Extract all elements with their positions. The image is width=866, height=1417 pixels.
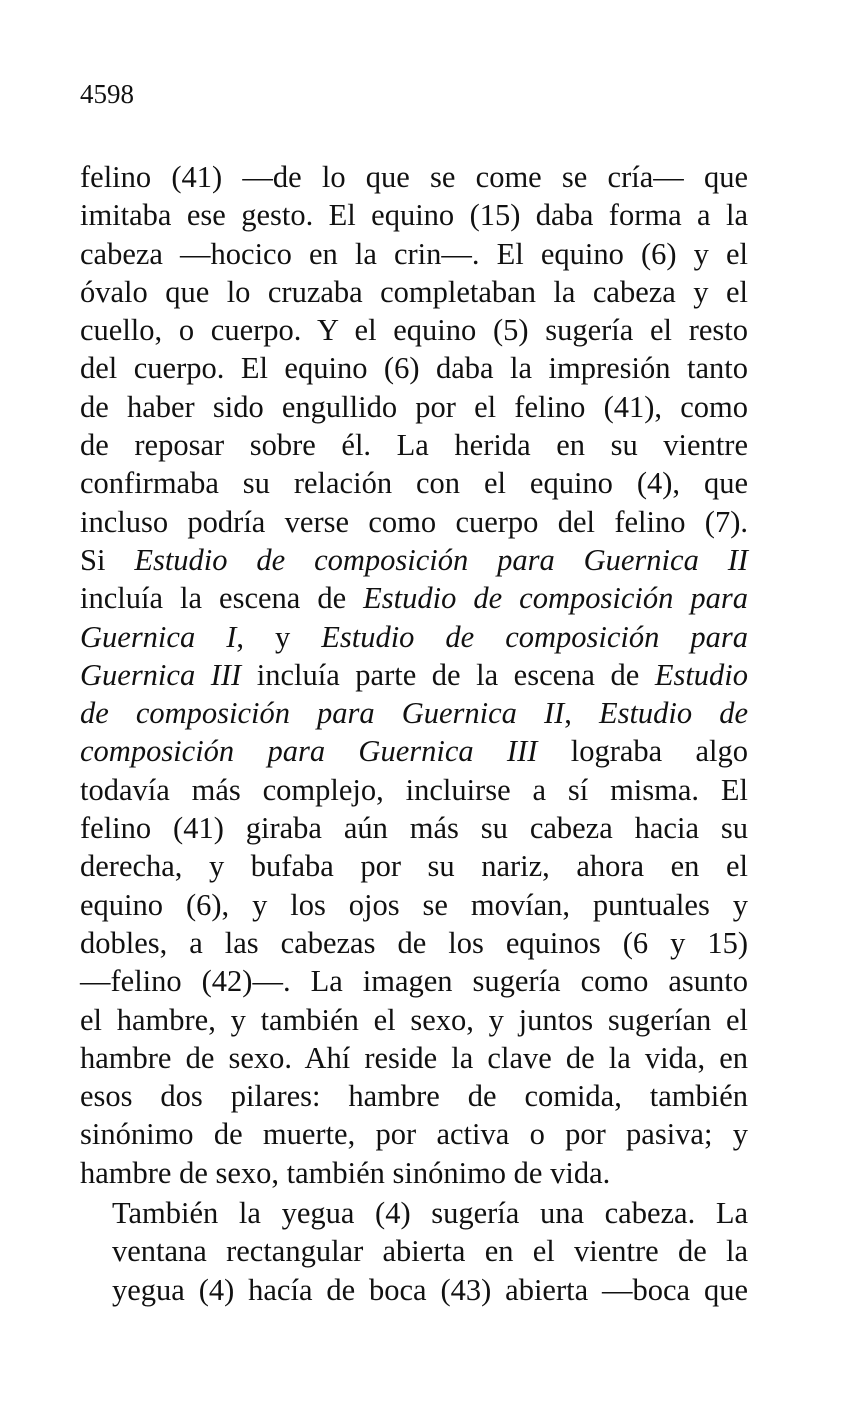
text-line: todavía más complejo, incluirse a sí misma. El [80,772,748,807]
text-line: el hambre, y también el sexo, y juntos sugerían el [80,1002,748,1037]
text-run: , y [236,619,322,654]
text-line: hambre de sexo. Ahí reside la clave de la vida, en [80,1040,748,1075]
text-run: lograba algo [537,734,749,769]
text-line: felino (41) giraba aún más su cabeza hacia su [80,811,748,846]
text-line: incluso podría verse como cuerpo del felino (7). [80,504,748,539]
text-line: de haber sido engullido por el felino (41), como [80,389,748,424]
artwork-title: composición para Guernica III [80,734,538,769]
text-run: incluía la escena de [80,581,364,616]
text-line: confirmaba su relación con el equino (4), que [80,466,748,501]
text-line: —felino (42)—. La imagen sugería como asunto [80,964,748,999]
artwork-title: Guernica III [80,657,242,692]
text-run: , [564,696,599,731]
artwork-title: Guernica I [80,619,237,654]
text-line: derecha, y bufaba por su nariz, ahora en el [80,849,748,884]
artwork-title: Estudio de [598,696,748,731]
text-line: equino (6), y los ojos se movían, puntuales y [80,887,748,922]
text-line: imitaba ese gesto. El equino (15) daba forma a la [80,198,748,233]
body-text [80,158,748,1309]
artwork-title: Estudio de composición para Guernica II [134,542,749,577]
paragraph [80,1194,748,1309]
artwork-title: Estudio de composición para [321,619,748,654]
artwork-title: de composición para Guernica II [80,696,565,731]
text-line: esos dos pilares: hambre de comida, también [80,1079,748,1114]
text-line [80,732,748,770]
text-line: de reposar sobre él. La herida en su vientre [80,428,748,463]
text-line [80,656,748,694]
text-line: cuello, o cuerpo. Y el equino (5) sugería el resto [80,313,748,348]
text-line [80,618,748,656]
text-line [80,579,748,617]
artwork-title: Estudio de composición para [363,581,748,616]
text-run: incluía parte de la escena de [241,657,655,692]
text-line: cabeza —hocico en la crin—. El equino (6) y el [80,236,748,271]
text-line: óvalo que lo cruzaba completaban la cabeza y el [80,274,748,309]
text-line: yegua (4) hacía de boca (43) abierta —boca que [112,1272,748,1307]
text-line: También la yegua (4) sugería una cabeza. La [112,1196,748,1231]
text-line: del cuerpo. El equino (6) daba la impresión tanto [80,351,748,386]
page-number: 4598 [80,79,134,109]
text-line: hambre de sexo, también sinónimo de vida. [80,1155,611,1190]
text-run: Si [80,542,135,577]
paragraph [80,158,748,1192]
text-line: ventana rectangular abierta en el vientre de la [112,1234,748,1269]
text-line: sinónimo de muerte, por activa o por pasiva; y [80,1117,748,1152]
text-line [80,694,748,732]
artwork-title: Estudio [654,657,749,692]
text-line: dobles, a las cabezas de los equinos (6 y 15) [80,925,748,960]
text-line [80,541,748,579]
text-line: felino (41) —de lo que se come se cría— que [80,160,748,194]
